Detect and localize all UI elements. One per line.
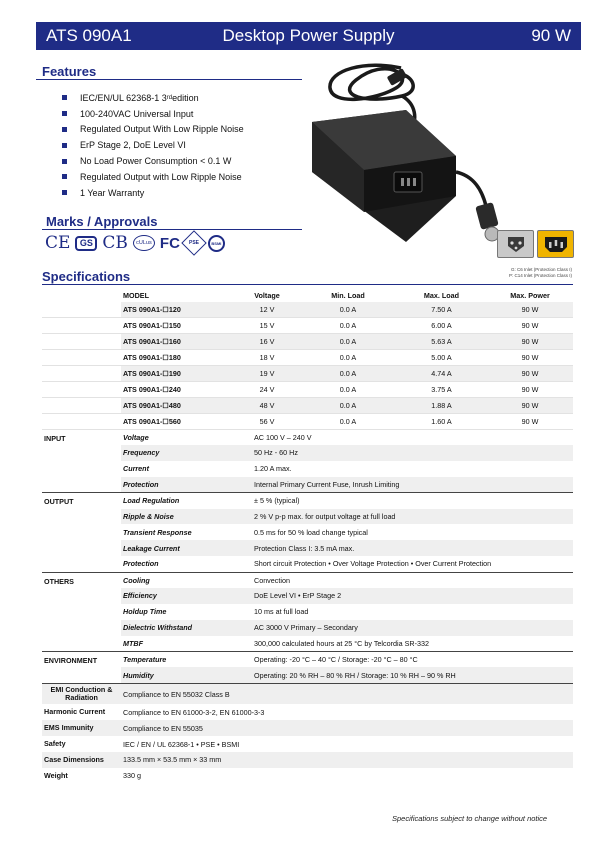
model-voltage: 15 V [234, 318, 300, 334]
spec-header-blank [42, 288, 121, 302]
cul-us-mark-icon: cULus [133, 235, 155, 251]
model-row-blank [42, 350, 121, 366]
model-name: ATS 090A1-☐180 [121, 350, 234, 366]
model-max-load: 6.00 A [396, 318, 487, 334]
model-name: ATS 090A1-☐560 [121, 413, 234, 429]
feature-suffix: edition [172, 92, 199, 103]
model-row-blank [42, 318, 121, 334]
col-max-load: Max. Load [423, 290, 460, 300]
feature-text: Regulated Output With Low Ripple Noise [80, 124, 244, 135]
spec-row [42, 556, 573, 572]
model-name: ATS 090A1-☐190 [121, 366, 234, 382]
misc-value: Compliance to EN 55032 Class B [121, 683, 573, 704]
fcc-mark-icon: FC [159, 234, 180, 252]
feature-text: IEC/EN/UL 62368-1 3 [80, 92, 167, 103]
model-max-load: 1.88 A [396, 397, 487, 413]
feature-text: Regulated Output with Low Ripple Noise [80, 171, 242, 182]
feature-item [62, 122, 244, 138]
model-min-load: 0.0 A [300, 334, 396, 350]
model-name: ATS 090A1-☐480 [121, 397, 234, 413]
model-max-load: 1.60 A [396, 413, 487, 429]
model-voltage: 48 V [234, 397, 300, 413]
footnote: Specifications subject to change without notice [392, 814, 548, 823]
inlet-note-c14: P: C14 Inlet (Protection Class I) [508, 273, 572, 278]
model-row [42, 350, 573, 366]
misc-row [42, 768, 573, 784]
model-min-load: 0.0 A [300, 413, 396, 429]
misc-row [42, 752, 573, 768]
spec-body [42, 302, 573, 784]
header-title: Desktop Power Supply [222, 26, 395, 45]
spec-param: Holdup Time [123, 607, 167, 617]
misc-value: IEC / EN / UL 62368-1 • PSE • BSMI [123, 739, 240, 749]
feature-text: No Load Power Consumption < 0.1 W [80, 156, 232, 167]
model-row-blank [42, 397, 121, 413]
model-min-load: 0.0 A [300, 397, 396, 413]
bullet-icon [62, 127, 67, 132]
spec-param: MTBF [123, 638, 143, 648]
features-list [62, 90, 244, 201]
spec-row [42, 509, 573, 525]
model-voltage: 16 V [234, 334, 300, 350]
model-row [42, 318, 573, 334]
model-row [42, 334, 573, 350]
misc-value: 330 g [123, 771, 141, 781]
spec-param: Voltage [121, 429, 234, 445]
spec-category: OTHERS [42, 572, 121, 651]
spec-param: Cooling [121, 572, 234, 588]
spec-param: Ripple & Noise [121, 509, 234, 525]
spec-category: OUTPUT [42, 493, 121, 572]
model-row-blank [42, 302, 121, 318]
bullet-icon [62, 174, 67, 179]
feature-text: ErP Stage 2, DoE Level VI [80, 140, 186, 151]
feature-item [62, 106, 244, 122]
feature-sup: rd [166, 94, 173, 101]
bullet-icon [62, 143, 67, 148]
model-voltage: 12 V [234, 302, 300, 318]
spec-row [42, 636, 573, 652]
spec-category: ENVIRONMENT [42, 652, 121, 684]
feature-text: 100-240VAC Universal Input [80, 108, 194, 119]
spec-value: DoE Level VI • ErP Stage 2 [234, 588, 573, 604]
model-row-blank [42, 366, 121, 382]
spec-param: Load Regulation [121, 493, 234, 509]
feature-item [62, 169, 244, 185]
spec-header-row [42, 288, 573, 302]
model-row-blank [42, 334, 121, 350]
model-min-load: 0.0 A [300, 381, 396, 397]
model-voltage: 24 V [234, 381, 300, 397]
model-row-blank [42, 413, 121, 429]
model-max-power: 90 W [487, 302, 573, 318]
features-rule [36, 79, 302, 80]
spec-row [42, 588, 573, 604]
model-name: ATS 090A1-☐120 [121, 302, 234, 318]
spec-row [42, 524, 573, 540]
model-row [42, 413, 573, 429]
model-min-load: 0.0 A [300, 318, 396, 334]
model-max-power: 90 W [487, 381, 573, 397]
spec-category: INPUT [42, 429, 121, 493]
misc-category: Weight [44, 770, 68, 780]
spec-row [42, 572, 573, 588]
spec-param: Efficiency [121, 588, 234, 604]
spec-param: Transient Response [123, 527, 192, 537]
model-name: ATS 090A1-☐150 [121, 318, 234, 334]
model-voltage: 18 V [234, 350, 300, 366]
inlet-note-c6: G: C6 Inlet (Protection Class I) [510, 267, 572, 272]
spec-row [42, 445, 573, 461]
gs-mark-icon: GS [75, 236, 97, 251]
misc-category: EMS Immunity [42, 720, 121, 736]
misc-value: Compliance to EN 55035 [121, 720, 573, 736]
model-max-power: 90 W [487, 350, 573, 366]
model-max-power: 90 W [487, 397, 573, 413]
c14-inlet-icon [537, 230, 574, 258]
bsmi-mark-label: BSMI [211, 240, 222, 246]
spec-table [42, 288, 573, 784]
misc-value: 133.5 mm × 53.5 mm × 33 mm [121, 752, 573, 768]
misc-category: Safety [44, 739, 66, 749]
spec-value: AC 100 V – 240 V [234, 429, 573, 445]
features-title: Features [42, 64, 97, 79]
spec-param: Current [123, 464, 149, 474]
model-max-power: 90 W [487, 318, 573, 334]
col-max-power: Max. Power [510, 290, 550, 300]
model-max-load: 5.00 A [396, 350, 487, 366]
misc-value: Compliance to EN 61000-3-2, EN 61000-3-3 [123, 707, 265, 717]
header-power: 90 W [531, 26, 571, 45]
bullet-icon [62, 190, 67, 195]
c6-inlet-icon [497, 230, 534, 258]
feature-item [62, 137, 244, 153]
spec-param: Protection [121, 477, 234, 493]
model-max-load: 5.63 A [396, 334, 487, 350]
spec-row [42, 540, 573, 556]
spec-param: Leakage Current [121, 540, 234, 556]
pse-mark-label: PSE [188, 239, 199, 246]
spec-value: 2 % V p-p max. for output voltage at full load [234, 509, 573, 525]
spec-row [42, 652, 573, 668]
spec-param: Dielectric Withstand [121, 620, 234, 636]
bullet-icon [62, 159, 67, 164]
model-row [42, 397, 573, 413]
model-max-load: 4.74 A [396, 366, 487, 382]
bullet-icon [62, 95, 67, 100]
bsmi-mark-icon [208, 235, 225, 252]
marks-rule [42, 229, 302, 230]
spec-row [42, 493, 573, 509]
header-bar [36, 22, 581, 50]
spec-row [42, 429, 573, 445]
spec-row [42, 461, 573, 477]
feature-item [62, 185, 244, 201]
model-voltage: 56 V [234, 413, 300, 429]
specs-rule [42, 284, 573, 285]
header-model: ATS 090A1 [46, 26, 132, 45]
feature-item [62, 90, 244, 106]
model-row [42, 302, 573, 318]
spec-value: 300,000 calculated hours at 25 °C by Telcordia SR-332 [254, 638, 429, 648]
spec-value: AC 3000 V Primary – Secondary [234, 620, 573, 636]
spec-value: Protection Class I: 3.5 mA max. [234, 540, 573, 556]
marks-title: Marks / Approvals [46, 214, 158, 229]
spec-value: Short circuit Protection • Over Voltage Protection • Over Current Protection [254, 559, 492, 569]
spec-param: Temperature [121, 652, 234, 668]
specs-title: Specifications [42, 269, 131, 284]
pse-mark-icon [181, 230, 206, 255]
spec-value: Internal Primary Current Fuse, Inrush Limiting [234, 477, 573, 493]
model-min-load: 0.0 A [300, 366, 396, 382]
model-max-load: 3.75 A [396, 381, 487, 397]
spec-value: Convection [234, 572, 573, 588]
cb-mark-icon: CB [102, 233, 128, 253]
marks-row [45, 233, 225, 253]
spec-row [42, 620, 573, 636]
spec-value: 0.5 ms for 50 % load change typical [254, 527, 368, 537]
misc-row [42, 683, 573, 704]
misc-row [42, 736, 573, 752]
model-row-blank [42, 381, 121, 397]
model-name: ATS 090A1-☐240 [121, 381, 234, 397]
spec-param: Humidity [121, 667, 234, 683]
model-min-load: 0.0 A [300, 302, 396, 318]
model-max-load: 7.50 A [396, 302, 487, 318]
spec-row [42, 667, 573, 683]
spec-row [42, 477, 573, 493]
spec-value: 50 Hz - 60 Hz [234, 445, 573, 461]
model-voltage: 19 V [234, 366, 300, 382]
spec-param: Protection [123, 559, 159, 569]
ce-mark-icon: CE [45, 233, 71, 253]
spec-value: Operating: -20 °C – 40 °C / Storage: -20 °C – 80 °C [234, 652, 573, 668]
col-voltage: Voltage [254, 290, 280, 300]
misc-category: EMI Conduction & Radiation [42, 683, 121, 704]
spec-row [42, 604, 573, 620]
col-model: MODEL [123, 290, 149, 300]
model-min-load: 0.0 A [300, 350, 396, 366]
misc-category: Harmonic Current [44, 707, 106, 717]
misc-row [42, 720, 573, 736]
model-max-power: 90 W [487, 366, 573, 382]
model-row [42, 366, 573, 382]
model-max-power: 90 W [487, 413, 573, 429]
bullet-icon [62, 111, 67, 116]
col-min-load: Min. Load [331, 290, 365, 300]
feature-text: 1 Year Warranty [80, 187, 145, 198]
feature-item [62, 153, 244, 169]
model-max-power: 90 W [487, 334, 573, 350]
spec-value: 1.20 A max. [254, 464, 292, 474]
misc-category: Case Dimensions [42, 752, 121, 768]
spec-param: Frequency [121, 445, 234, 461]
spec-value: Operating: 20 % RH – 80 % RH / Storage: 10 % RH – 90 % RH [234, 667, 573, 683]
misc-row [42, 704, 573, 720]
model-name: ATS 090A1-☐160 [121, 334, 234, 350]
spec-value: ± 5 % (typical) [234, 493, 573, 509]
spec-value: 10 ms at full load [254, 607, 309, 617]
model-row [42, 381, 573, 397]
